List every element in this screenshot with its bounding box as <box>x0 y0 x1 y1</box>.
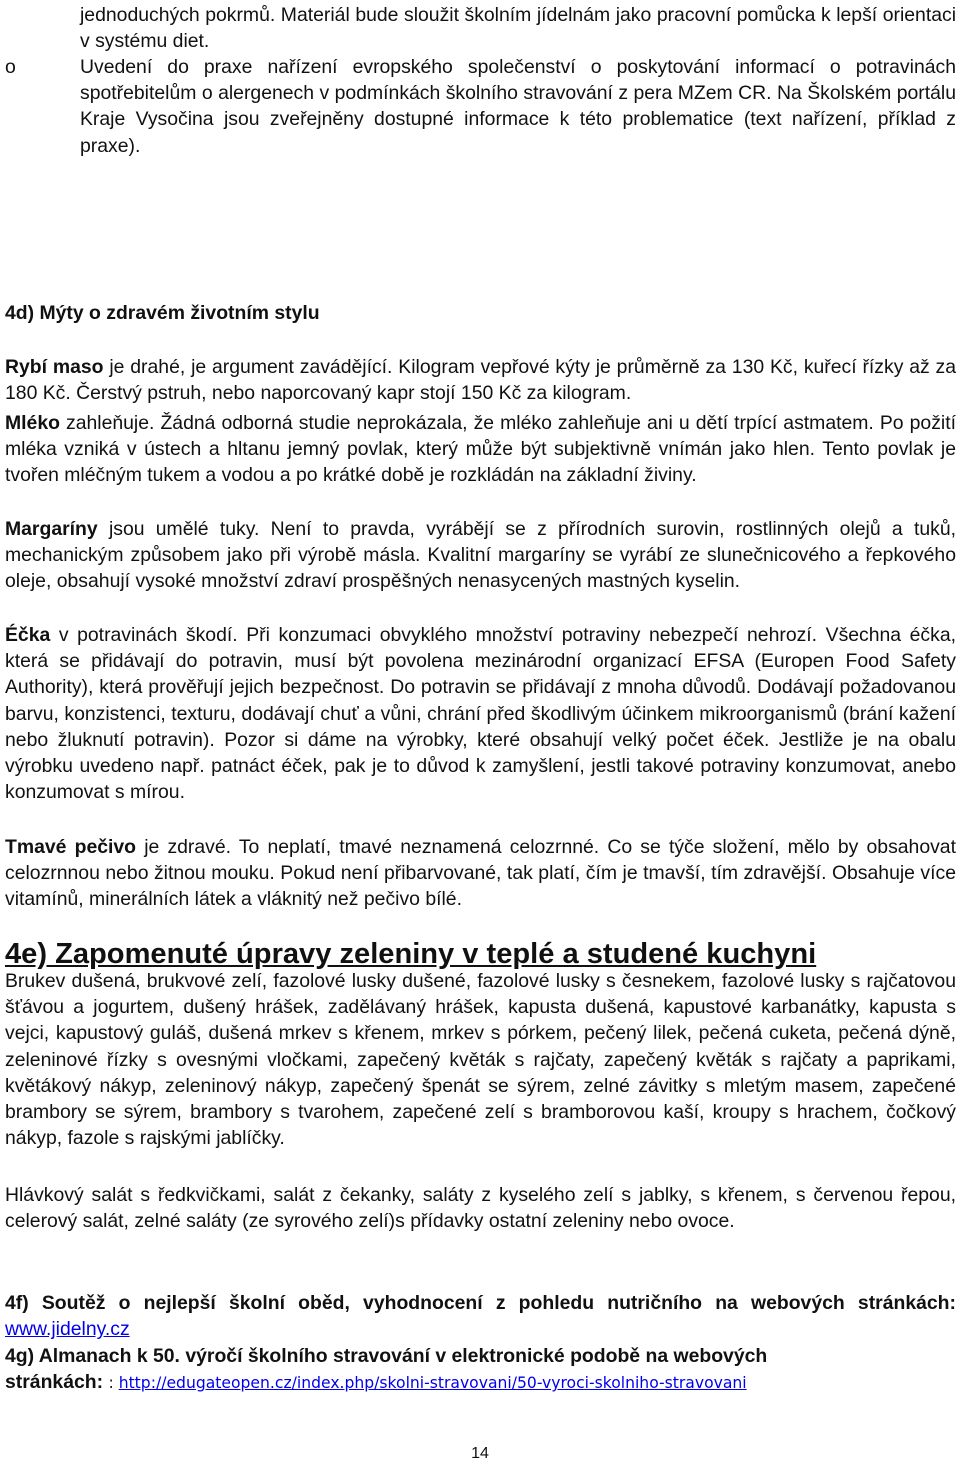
bullet-item-text: Uvedení do praxe nařízení evropského společenství o poskytování informací o potravinách spotřebitelům o alergenech v podmínkách školního stravování z pera MZem CR. Na Školském portálu Kraje Vysočina jsou zveřejněny dostupné informace k této problematice (text nařízení, příklad z praxe). <box>80 56 956 157</box>
myth-text-additives: v potravinách škodí. Při konzumaci obvyklého množství potraviny nebezpečí nehrozí. Všechna éčka, která se přidávají do potravin, musí být povolena mezinárodní organizací EFSA (Europen Food Safety Authority), která prověřují jejich bezpečnost. Do potravin se přidávají z mnoha důvodů. Dodávají požadovanou barvu, konzistenci, texturu, dodávají chuť a vůni, chrání před škodlivým účinkem mikroorganismů (brání kažení nebo žluknutí potravin). Pozor si dáme na výrobky, které obsahují velký počet éček. Jestliže je na obalu výrobku uvedeno např. patnáct éček, pak je to důvod k zamyšlení, jestli takové potraviny konzumovat, anebo konzumovat s mírou. <box>5 624 956 804</box>
section-4d-heading: 4d) Mýty o zdravém životním stylu <box>5 302 320 324</box>
myth-text-dark-bread: je zdravé. To neplatí, tmavé neznamená celozrnné. Co se týče složení, mělo by obsahovat celozrnnou nebo žitnou mouku. Pokud není přibarvované, tak platí, čím je tmavší, tím zdravější. Obsahuje více vitamínů, minerálních látek a vláknitý než pečivo bílé. <box>5 836 956 911</box>
warm-dishes-paragraph: Brukev dušená, brukvové zelí, fazolové lusky dušené, fazolové lusky s česnekem, fazolové lusky s rajčatovou šťávou a jogurtem, dušený hrášek, zadělávaný hrášek, kapusta dušená, kapustové karbanátky, kapusta s vejci, kapustový guláš, dušená mrkev s křenem, mrkev s pórkem, pečený lilek, pečená cuketa, pečená dýně, zeleninové řízky s ovesnými vločkami, zapečený květák s rajčaty, zapečený květák s rajčaty a paprikami, květákový nákyp, zeleninový nákyp, zapečený špenát se sýrem, zelné závitky s mletým masem, zapečené brambory se sýrem, brambory s tvarohem, zapečené zelí s bramborovou kaší, kroupy s hrachem, čočkový nákyp, fazole s rajskými jablíčky. <box>5 970 956 1150</box>
section-4e-heading <box>5 938 817 970</box>
bullet-marker: o <box>5 56 16 78</box>
section-4g-link-prefix: : <box>108 1374 119 1393</box>
section-4g-heading-line1: 4g) Almanach k 50. výročí školního stravování v elektronické podobě na webových <box>5 1345 768 1367</box>
section-4f-heading <box>5 1290 956 1342</box>
jidelny-link[interactable]: www.jidelny.cz <box>5 1318 130 1341</box>
page-number: 14 <box>471 1445 489 1462</box>
myth-lead-margarine: Margaríny <box>5 518 98 540</box>
myth-lead-fish: Rybí maso <box>5 356 104 378</box>
myth-text-fish: je drahé, je argument zavádějící. Kilogram vepřové kýty je průměrně za 130 Kč, kuřecí řízky až za 180 Kč. Čerstvý pstruh, nebo naporcovaný kapr stojí 150 Kč za kilogram. <box>5 356 957 405</box>
myth-lead-additives: Éčka <box>5 624 51 646</box>
myth-lead-milk: Mléko <box>5 412 60 434</box>
bullet-continuation-text: jednoduchých pokrmů. Materiál bude sloužit školním jídelnám jako pracovní pomůcka k lepší orientaci v systému diet. <box>80 4 956 53</box>
myth-lead-dark-bread: Tmavé pečivo <box>5 836 137 858</box>
myth-paragraph-additives <box>5 622 956 805</box>
myth-text-margarine: jsou umělé tuky. Není to pravda, vyrábějí se z přírodních surovin, rostlinných olejů a tuků, mechanickým způsobem jako při výrobě másla. Kvalitní margaríny se vyrábí ze slunečnicového a řepkového oleje, obsahují vysoké množství zdraví prospěšných nenasycených mastných kyselin. <box>5 518 956 593</box>
cold-dishes-paragraph: Hlávkový salát s ředkvičkami, salát z čekanky, saláty z kyselého zelí s jablky, s křenem, s červenou řepou, celerový salát, zelné saláty (ze syrového zelí)s přídavky ostatní zeleniny nebo ovoce. <box>5 1184 956 1233</box>
edugate-link[interactable]: http://edugateopen.cz/index.php/skolni-stravovani/50-vyroci-skolniho-stravovani <box>118 1374 747 1393</box>
section-4f-heading-text: 4f) Soutěž o nejlepší školní oběd, vyhodnocení z pohledu nutričního na webových stránkách: <box>5 1292 956 1314</box>
section-4g-heading-line2: stránkách: <box>5 1371 109 1394</box>
myth-text-milk: zahleňuje. Žádná odborná studie neprokázala, že mléko zahleňuje ani u dětí trpící astmatem. Po požití mléka vzniká v ústech a hltanu jemný povlak, který může být subjektivně vnímán jako hlen. Tento povlak je tvořen mléčným tukem a vodou a po krátké době je rozkládán na základní živiny. <box>5 412 956 487</box>
section-4g-heading <box>5 1343 956 1396</box>
myth-paragraph-margarine <box>5 516 956 595</box>
myth-paragraph-milk <box>5 410 956 489</box>
myth-paragraph-fish <box>5 354 956 406</box>
section-4e-heading-text: 4e) Zapomenuté úpravy zeleniny v teplé a studené kuchyni <box>5 938 817 970</box>
myth-paragraph-dark-bread <box>5 834 956 913</box>
